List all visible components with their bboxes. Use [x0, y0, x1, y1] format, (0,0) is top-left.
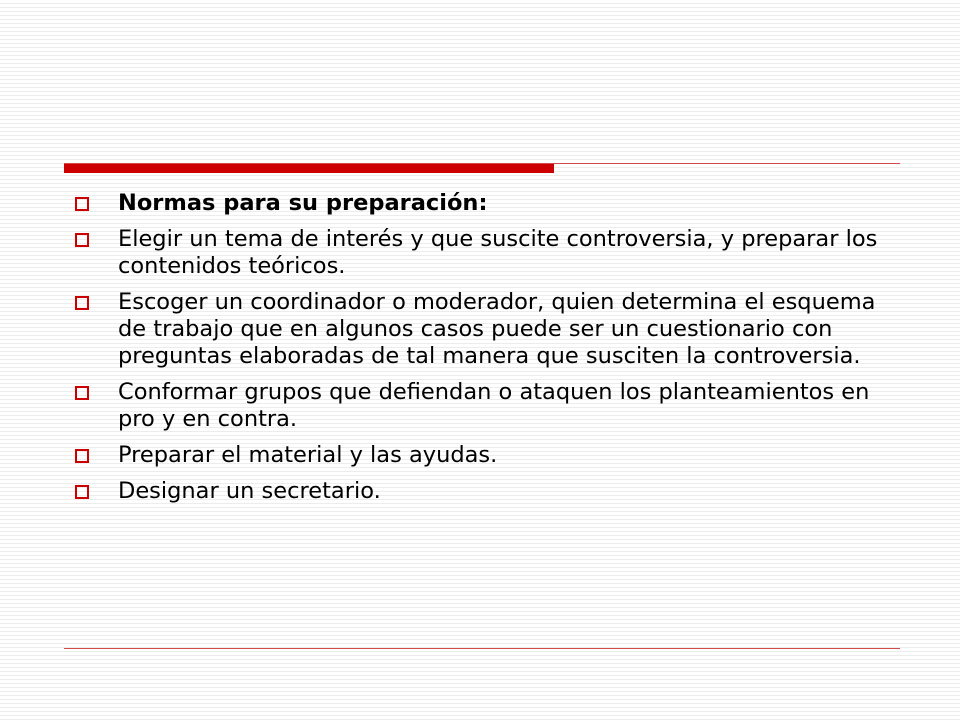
bullet-text: Elegir un tema de interés y que suscite controversia, y preparar los contenidos teóricos. [118, 226, 878, 279]
square-outline-bullet-icon [75, 296, 89, 310]
bullet-item [72, 289, 902, 370]
bottom-divider-line [64, 648, 900, 649]
square-outline-bullet-icon [75, 485, 89, 499]
bullet-item [72, 379, 902, 433]
bullet-text: Normas para su preparación: [118, 190, 488, 216]
bullet-text: Preparar el material y las ayudas. [118, 442, 498, 468]
square-outline-bullet-icon [75, 233, 89, 247]
square-outline-bullet-icon [75, 449, 89, 463]
square-outline-bullet-icon [75, 386, 89, 400]
bullet-item-heading [72, 190, 902, 217]
bullet-list [72, 190, 902, 514]
bullet-item [72, 442, 902, 469]
bullet-text: Designar un secretario. [118, 478, 381, 504]
square-outline-bullet-icon [75, 197, 89, 211]
bullet-item [72, 478, 902, 505]
bullet-item [72, 226, 902, 280]
bullet-text: Conformar grupos que defiendan o ataquen los planteamientos en pro y en contra. [118, 379, 870, 432]
top-accent-bar [64, 164, 554, 173]
bullet-text: Escoger un coordinador o moderador, quien determina el esquema de trabajo que en algunos casos puede ser un cuestionario con preguntas elaboradas de tal manera que susciten la controversia. [118, 289, 876, 369]
